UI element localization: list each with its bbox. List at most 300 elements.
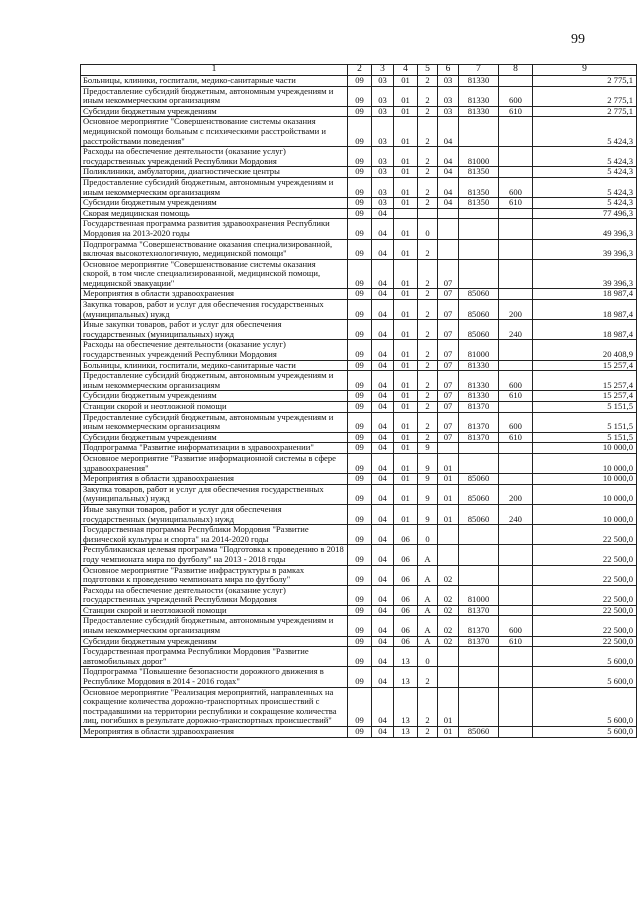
table-row [81,177,637,197]
code-cell: 81000 [459,340,499,360]
code-cell: 09 [348,147,372,167]
code-cell: 2 [418,391,438,402]
code-cell: 04 [372,219,394,239]
table-row [81,504,637,524]
code-cell [459,667,499,687]
code-cell: 81370 [459,402,499,413]
amount-cell: 2 775,1 [533,106,637,117]
code-cell: 04 [372,320,394,340]
code-cell [499,360,533,371]
amount-cell: 22 500,0 [533,545,637,565]
code-cell: 09 [348,443,372,454]
code-cell: 600 [499,371,533,391]
code-cell: 09 [348,504,372,524]
amount-cell: 22 500,0 [533,585,637,605]
row-name-cell: Субсидии бюджетным учреждениям [81,198,348,209]
code-cell [499,585,533,605]
column-header: 3 [372,65,394,76]
code-cell: 01 [394,239,418,259]
table-row [81,117,637,147]
code-cell: 09 [348,208,372,219]
amount-cell: 5 600,0 [533,647,637,667]
amount-cell: 5 151,5 [533,402,637,413]
code-cell: 2 [418,360,438,371]
code-cell: 81000 [459,147,499,167]
code-cell: 2 [418,259,438,289]
code-cell: 09 [348,86,372,106]
amount-cell: 10 000,0 [533,453,637,473]
code-cell: 2 [418,86,438,106]
code-cell: 610 [499,391,533,402]
code-cell: 01 [394,219,418,239]
code-cell: 2 [418,289,438,300]
row-name-cell: Предоставление субсидий бюджетным, автономным учреждениям и иным некоммерческим организациям [81,177,348,197]
code-cell: 09 [348,391,372,402]
code-cell: 04 [438,167,459,178]
row-name-cell: Расходы на обеспечение деятельности (оказание услуг) государственных учреждений Республики Мордовия [81,340,348,360]
amount-cell: 49 396,3 [533,219,637,239]
code-cell: 610 [499,198,533,209]
code-cell: 01 [394,167,418,178]
code-cell: 2 [418,340,438,360]
code-cell: 03 [438,106,459,117]
code-cell: 13 [394,667,418,687]
code-cell: 04 [372,525,394,545]
row-name-cell: Больницы, клиники, госпитали, медико-санитарные части [81,360,348,371]
code-cell: 2 [418,432,438,443]
code-cell: 04 [372,647,394,667]
code-cell: 2 [418,147,438,167]
code-cell: 09 [348,167,372,178]
amount-cell: 18 987,4 [533,289,637,300]
code-cell [438,219,459,239]
code-cell: 09 [348,484,372,504]
code-cell: 85060 [459,474,499,485]
code-cell: 07 [438,300,459,320]
code-cell: 01 [438,453,459,473]
code-cell [394,208,418,219]
table-row [81,360,637,371]
code-cell [499,565,533,585]
code-cell: 81330 [459,76,499,87]
code-cell: 9 [418,453,438,473]
code-cell: 09 [348,453,372,473]
code-cell [459,219,499,239]
row-name-cell: Станции скорой и неотложной помощи [81,605,348,616]
code-cell [459,259,499,289]
column-header: 6 [438,65,459,76]
row-name-cell: Основное мероприятие "Совершенствование системы оказания скорой, в том числе специализированной, медицинской помощи, медицинской эвакуации" [81,259,348,289]
code-cell: 09 [348,525,372,545]
code-cell: 81370 [459,616,499,636]
table-row [81,585,637,605]
table-row [81,402,637,413]
table-row [81,605,637,616]
code-cell: 04 [372,340,394,360]
code-cell: 04 [372,616,394,636]
row-name-cell: Субсидии бюджетным учреждениям [81,391,348,402]
column-header-row [81,65,637,76]
amount-cell: 77 496,3 [533,208,637,219]
code-cell: 9 [418,484,438,504]
code-cell: 01 [394,76,418,87]
code-cell: 200 [499,300,533,320]
amount-cell: 2 775,1 [533,76,637,87]
table-row [81,484,637,504]
code-cell: 09 [348,289,372,300]
table-row [81,320,637,340]
code-cell: 13 [394,727,418,738]
code-cell [499,474,533,485]
table-row [81,289,637,300]
code-cell [438,239,459,259]
code-cell: 04 [372,360,394,371]
row-name-cell: Подпрограмма "Повышение безопасности дорожного движения в Республике Мордовия в 2014 - 2016 годах" [81,667,348,687]
code-cell: 07 [438,320,459,340]
code-cell: 2 [418,167,438,178]
table-row [81,391,637,402]
amount-cell: 20 408,9 [533,340,637,360]
code-cell: 09 [348,259,372,289]
row-name-cell: Мероприятия в области здравоохранения [81,289,348,300]
code-cell: 04 [372,402,394,413]
code-cell: 09 [348,585,372,605]
row-name-cell: Подпрограмма "Развитие информатизации в здравоохранении" [81,443,348,454]
code-cell [499,605,533,616]
code-cell: 2 [418,687,438,726]
row-name-cell: Больницы, клиники, госпитали, медико-санитарные части [81,76,348,87]
row-name-cell: Поликлиники, амбулатории, диагностические центры [81,167,348,178]
code-cell: 04 [438,198,459,209]
code-cell: 04 [372,605,394,616]
table-row [81,565,637,585]
code-cell: 9 [418,443,438,454]
code-cell: 01 [394,106,418,117]
row-name-cell: Мероприятия в области здравоохранения [81,727,348,738]
table-row [81,432,637,443]
row-name-cell: Субсидии бюджетным учреждениям [81,432,348,443]
code-cell: 600 [499,177,533,197]
code-cell: 81350 [459,198,499,209]
code-cell: 06 [394,585,418,605]
code-cell [459,443,499,454]
code-cell: 04 [372,585,394,605]
code-cell: 2 [418,106,438,117]
code-cell: 04 [372,565,394,585]
code-cell: А [418,585,438,605]
row-name-cell: Субсидии бюджетным учреждениям [81,106,348,117]
code-cell: 09 [348,360,372,371]
code-cell: 01 [438,727,459,738]
code-cell: 03 [372,86,394,106]
row-name-cell: Скорая медицинская помощь [81,208,348,219]
code-cell: 2 [418,371,438,391]
table-row [81,667,637,687]
column-header: 2 [348,65,372,76]
code-cell [499,76,533,87]
code-cell: 81370 [459,605,499,616]
code-cell: 04 [372,687,394,726]
code-cell: А [418,636,438,647]
amount-cell: 22 500,0 [533,636,637,647]
code-cell: 2 [418,76,438,87]
code-cell: 04 [372,432,394,443]
code-cell: 01 [394,504,418,524]
code-cell: 01 [394,300,418,320]
code-cell [499,259,533,289]
table-row [81,300,637,320]
code-cell [459,565,499,585]
budget-table [80,64,637,738]
code-cell: 01 [394,474,418,485]
row-name-cell: Иные закупки товаров, работ и услуг для обеспечения государственных (муниципальных) нужд [81,504,348,524]
row-name-cell: Основное мероприятие "Развитие информационной системы в сфере здравоохранения" [81,453,348,473]
code-cell: 07 [438,412,459,432]
code-cell: 07 [438,340,459,360]
code-cell [438,667,459,687]
code-cell [499,647,533,667]
code-cell: 610 [499,432,533,443]
code-cell: 07 [438,360,459,371]
amount-cell: 5 151,5 [533,412,637,432]
code-cell: 9 [418,504,438,524]
code-cell: 01 [394,412,418,432]
code-cell [499,219,533,239]
code-cell: 81370 [459,412,499,432]
code-cell: 04 [372,504,394,524]
code-cell: 04 [372,474,394,485]
code-cell: 81350 [459,177,499,197]
amount-cell: 5 600,0 [533,667,637,687]
amount-cell: 10 000,0 [533,443,637,454]
code-cell: 2 [418,117,438,147]
code-cell: 04 [372,545,394,565]
code-cell: 13 [394,647,418,667]
code-cell: 09 [348,616,372,636]
code-cell [499,289,533,300]
table-row [81,647,637,667]
row-name-cell: Республиканская целевая программа "Подготовка к проведению в 2018 году чемпионата мира по футболу" на 2013 - 2018 годы [81,545,348,565]
row-name-cell: Расходы на обеспечение деятельности (оказание услуг) государственных учреждений Республики Мордовия [81,585,348,605]
code-cell: 09 [348,727,372,738]
amount-cell: 18 987,4 [533,300,637,320]
code-cell: 600 [499,616,533,636]
code-cell: 2 [418,412,438,432]
code-cell: 01 [394,360,418,371]
code-cell: 09 [348,605,372,616]
amount-cell: 15 257,4 [533,360,637,371]
code-cell: 04 [372,727,394,738]
code-cell: 2 [418,402,438,413]
amount-cell: 10 000,0 [533,484,637,504]
code-cell: 01 [394,177,418,197]
code-cell: 04 [372,412,394,432]
page-number: 99 [571,32,585,47]
code-cell: 01 [394,198,418,209]
row-name-cell: Расходы на обеспечение деятельности (оказание услуг) государственных учреждений Республики Мордовия [81,147,348,167]
code-cell: 04 [372,371,394,391]
code-cell: 01 [394,371,418,391]
code-cell: 85060 [459,300,499,320]
code-cell: 01 [394,320,418,340]
code-cell: 07 [438,289,459,300]
amount-cell: 22 500,0 [533,605,637,616]
code-cell: 81350 [459,167,499,178]
code-cell: 2 [418,239,438,259]
row-name-cell: Предоставление субсидий бюджетным, автономным учреждениям и иным некоммерческим организациям [81,371,348,391]
code-cell [459,525,499,545]
amount-cell: 5 424,3 [533,177,637,197]
code-cell: 0 [418,525,438,545]
table-row [81,453,637,473]
table-row [81,86,637,106]
code-cell: 04 [372,259,394,289]
code-cell: 06 [394,605,418,616]
table-body [81,76,637,738]
code-cell: 09 [348,402,372,413]
code-cell: 240 [499,320,533,340]
code-cell: 03 [438,86,459,106]
code-cell [459,239,499,259]
table-row [81,198,637,209]
code-cell: 2 [418,667,438,687]
code-cell: 2 [418,320,438,340]
table-row [81,474,637,485]
row-name-cell: Основное мероприятие "Развитие инфраструктуры в рамках подготовки к проведению чемпионата мира по футболу" [81,565,348,585]
code-cell: 06 [394,525,418,545]
table-row [81,167,637,178]
table-row [81,219,637,239]
code-cell: 0 [418,219,438,239]
code-cell [499,453,533,473]
code-cell: 85060 [459,289,499,300]
code-cell: 07 [438,432,459,443]
code-cell: 85060 [459,727,499,738]
row-name-cell: Закупка товаров, работ и услуг для обеспечения государственных (муниципальных) нужд [81,484,348,504]
code-cell [499,239,533,259]
table-row [81,106,637,117]
code-cell: 13 [394,687,418,726]
code-cell: 01 [394,147,418,167]
code-cell: 03 [372,147,394,167]
code-cell: 2 [418,300,438,320]
amount-cell: 39 396,3 [533,239,637,259]
code-cell: 9 [418,474,438,485]
code-cell: 04 [372,208,394,219]
table-row [81,412,637,432]
table-row [81,239,637,259]
code-cell [499,667,533,687]
table-row [81,443,637,454]
row-name-cell: Предоставление субсидий бюджетным, автономным учреждениям и иным некоммерческим организациям [81,616,348,636]
table-row [81,727,637,738]
code-cell: 01 [394,259,418,289]
code-cell: 01 [438,504,459,524]
row-name-cell: Государственная программа Республики Мордовия "Развитие физической культуры и спорта" на 2014-2020 годы [81,525,348,545]
code-cell: 240 [499,504,533,524]
code-cell: 07 [438,402,459,413]
code-cell: 03 [372,117,394,147]
code-cell: 03 [372,76,394,87]
amount-cell: 5 600,0 [533,687,637,726]
code-cell: 01 [394,117,418,147]
code-cell: 04 [372,239,394,259]
code-cell: 01 [438,474,459,485]
code-cell [459,647,499,667]
code-cell [499,545,533,565]
code-cell: 09 [348,647,372,667]
code-cell: 09 [348,565,372,585]
code-cell: 04 [438,117,459,147]
code-cell: 09 [348,371,372,391]
code-cell: 01 [394,453,418,473]
code-cell [499,402,533,413]
code-cell: 09 [348,106,372,117]
code-cell [459,117,499,147]
row-name-cell: Государственная программа Республики Мордовия "Развитие автомобильных дорог" [81,647,348,667]
code-cell: А [418,565,438,585]
amount-cell: 39 396,3 [533,259,637,289]
amount-cell: 10 000,0 [533,474,637,485]
code-cell: 07 [438,259,459,289]
code-cell: 600 [499,86,533,106]
code-cell: 85060 [459,504,499,524]
code-cell [499,167,533,178]
code-cell [459,687,499,726]
code-cell: 01 [394,402,418,413]
amount-cell: 5 424,3 [533,198,637,209]
amount-cell: 5 424,3 [533,167,637,178]
code-cell [418,208,438,219]
code-cell: 09 [348,117,372,147]
code-cell [438,545,459,565]
code-cell: 09 [348,239,372,259]
code-cell: 01 [394,86,418,106]
code-cell: 81330 [459,106,499,117]
amount-cell: 15 257,4 [533,371,637,391]
table-row [81,340,637,360]
code-cell: 85060 [459,484,499,504]
amount-cell: 22 500,0 [533,616,637,636]
code-cell: 09 [348,300,372,320]
code-cell: 610 [499,106,533,117]
code-cell: 06 [394,545,418,565]
code-cell: 04 [372,443,394,454]
code-cell [499,687,533,726]
code-cell: 09 [348,219,372,239]
code-cell: 200 [499,484,533,504]
code-cell [438,208,459,219]
code-cell: 09 [348,198,372,209]
code-cell: 01 [394,391,418,402]
code-cell: 610 [499,636,533,647]
column-header: 1 [81,65,348,76]
code-cell: 06 [394,565,418,585]
code-cell [499,340,533,360]
code-cell: 01 [438,484,459,504]
row-name-cell: Предоставление субсидий бюджетным, автономным учреждениям и иным некоммерческим организациям [81,86,348,106]
amount-cell: 2 775,1 [533,86,637,106]
code-cell: 09 [348,177,372,197]
code-cell: 07 [438,371,459,391]
code-cell: 01 [394,289,418,300]
code-cell: 09 [348,636,372,647]
amount-cell: 5 424,3 [533,117,637,147]
column-header: 7 [459,65,499,76]
code-cell: 04 [372,300,394,320]
code-cell: 09 [348,687,372,726]
code-cell: 03 [372,177,394,197]
